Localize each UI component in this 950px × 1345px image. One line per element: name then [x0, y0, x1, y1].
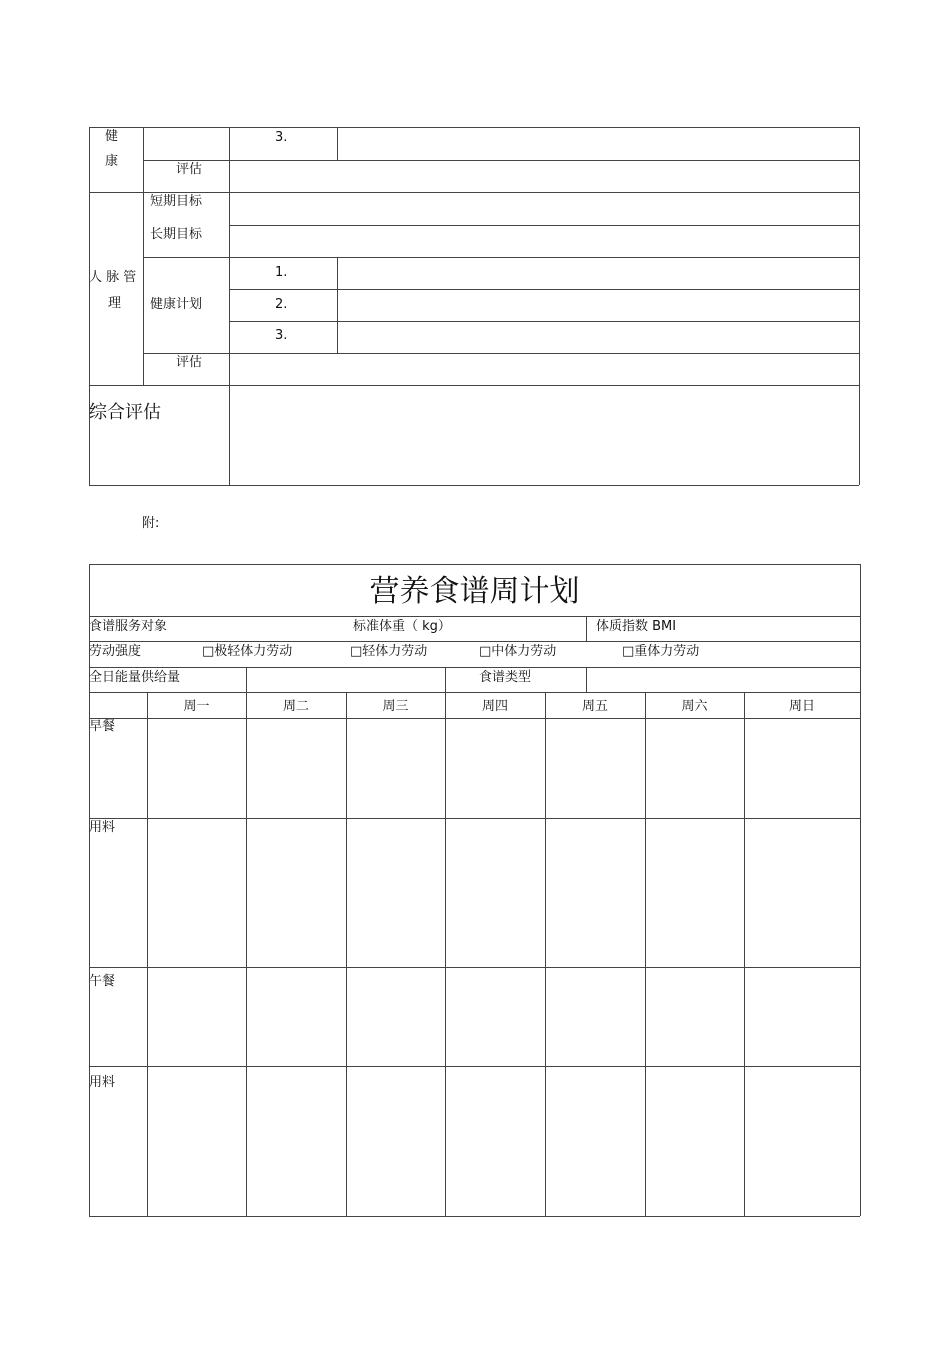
health-eval-label: 评估 [176, 162, 203, 177]
health-label-2: 康 [105, 154, 119, 169]
menu-plan-title: 营养食谱周计划 [369, 574, 580, 609]
day-header-fri: 周五 [581, 699, 608, 714]
plan-item-3: 3. [275, 328, 288, 343]
plan-item-1: 1. [275, 265, 288, 280]
labor-option-very-light[interactable]: □极轻体力劳动 [202, 644, 293, 659]
day-header-wed: 周三 [382, 699, 409, 714]
row-label-ingredients-2: 用料 [89, 1075, 116, 1090]
labor-intensity-label: 劳动强度 [89, 644, 142, 659]
appendix-label: 附: [142, 516, 160, 531]
labor-option-heavy[interactable]: □重体力劳动 [622, 644, 700, 659]
labor-option-medium[interactable]: □中体力劳动 [479, 644, 557, 659]
bmi-label: 体质指数 BMI [596, 619, 677, 634]
row-label-lunch: 午餐 [89, 974, 116, 989]
row-label-ingredients-1: 用料 [89, 820, 116, 835]
overall-eval-label: 综合评估 [89, 402, 161, 423]
daily-energy-label: 全日能量供给量 [89, 670, 181, 685]
day-header-thu: 周四 [481, 699, 508, 714]
day-header-sat: 周六 [681, 699, 708, 714]
health-plan-label: 健康计划 [150, 297, 203, 312]
row-label-breakfast: 早餐 [89, 719, 116, 734]
network-eval-label: 评估 [176, 355, 203, 370]
day-header-sun: 周日 [788, 699, 815, 714]
network-label-1: 人 脉 管 [89, 270, 137, 285]
network-label-2: 理 [108, 296, 122, 311]
labor-option-light[interactable]: □轻体力劳动 [350, 644, 428, 659]
health-label-1: 健 [105, 129, 119, 144]
day-header-mon: 周一 [183, 699, 210, 714]
health-item-3: 3. [275, 130, 288, 145]
service-target-label: 食谱服务对象 [89, 619, 168, 634]
long-goal-label: 长期目标 [150, 227, 203, 242]
menu-type-label: 食谱类型 [479, 670, 532, 685]
standard-weight-label: 标准体重（ kg） [353, 619, 451, 634]
plan-item-2: 2. [275, 297, 288, 312]
short-goal-label: 短期目标 [150, 194, 203, 209]
day-header-tue: 周二 [282, 699, 309, 714]
